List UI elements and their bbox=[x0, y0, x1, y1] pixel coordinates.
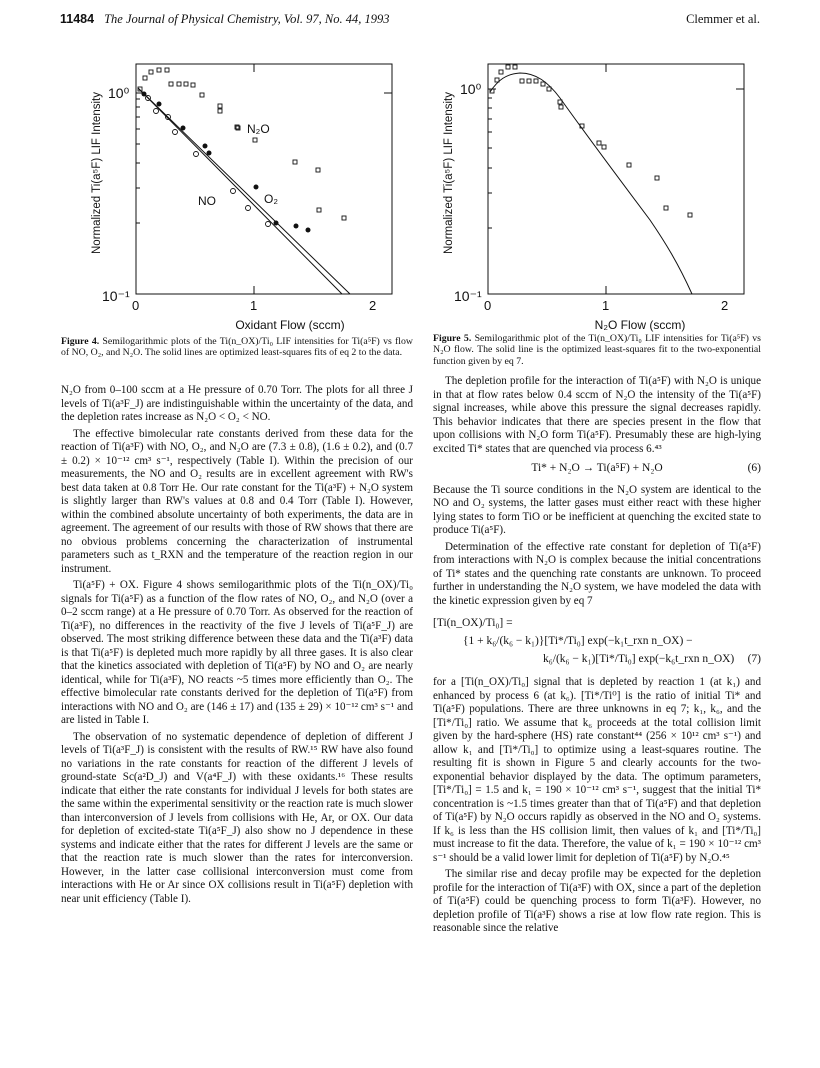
paragraph: The observation of no systematic dependence of depletion of different J levels of Ti(a³F_J) is consistent with the results of RW.¹⁵ RW have also found no variations in the rate constants for reaction of the different J levels of ground-state Sc(a²D_J) and V(a⁴F_J) with these oxidants.¹⁶ These results indicate that either the rate constants for individual J levels for both states are the same within the experimental sensitivity or the reaction rate is much slower than interconversion of J levels from collisions with He, Ar, or OX. Our data for depletion of excited-state Ti(a⁵F_J) also show no J dependence in these systems and indicate either that the rates for different J levels are the same or that the reaction rate is much slower than the rates for interconversion. However, in the latter case collisional interconversion must come from interactions with He or Ar since OX collisions result in Ti(a⁵F) depletion with near unit efficiency (Table I). bbox=[61, 730, 413, 905]
paragraph: N₂O from 0–100 sccm at a He pressure of 0.70 Torr. The plots for all three J levels of Ti(a³F_J) are indistinguishable within the uncertainty of the data, and the depletion rates increase as N₂O < O₂ < NO. bbox=[61, 384, 413, 423]
page-number: 11484 bbox=[60, 12, 95, 26]
ytick-top: 10⁰ bbox=[460, 81, 482, 97]
equation-line bbox=[433, 650, 761, 668]
label-n2o: N₂O bbox=[247, 122, 270, 136]
y-axis-label: Normalized Ti(a⁵F) LIF Intensity bbox=[443, 92, 455, 254]
caption-text: Semilogarithmic plots of the Ti(n_OX)/Ti₀ LIF intensities for Ti(a⁵F) vs flow of NO, O₂, and N₂O. The solid lines are optimized least-squares fits of eq 2 to the data. bbox=[61, 336, 413, 359]
equation-line: {1 + k₆/(k₆ − k₁)}[Ti*/Ti₀] exp(−k₁t_rxn n_OX) − bbox=[463, 635, 693, 647]
equation-text: Ti* + N₂O → Ti(a⁵F) + N₂O bbox=[531, 462, 663, 474]
paragraph: Ti(a⁵F) + OX. Figure 4 shows semilogarithmic plots of the Ti(n_OX)/Ti₀ signals for Ti(a⁵F) as a function of the flow rates of NO, O₂, and N₂O (over a 0–2 sccm range) at a He pressure of 0.70 Torr. As observed for the reaction of Ti(a³F), no differences in the reactivity of the five J levels of Ti(a⁵F_J) are observed. The most striking difference between these data and the Ti(a³F) data is that Ti(a⁵F) is depleted much more rapidly by all three gases. It is also clear that the kinetics associated with depletion of Ti(a⁵F) by NO and O₂ are nearly identical, while for Ti(a³F), NO reacts ~5 times more efficiently than O₂. The effective bimolecular rate constants derived for the depletion of Ti(a⁵F) from interactions with NO and O₂ are (146 ± 17) and (135 ± 29) × 10⁻¹² cm³ s⁻¹ and are listed in Table I. bbox=[61, 579, 413, 726]
paragraph: Because the Ti source conditions in the N₂O system are identical to the NO and O₂ systems, the latter gases must either react with these higher lying states to form TiO or be inefficient at quenching the excited state to produce Ti(a⁵F). bbox=[433, 483, 761, 536]
xtick-0: 0 bbox=[484, 298, 492, 313]
label-o2: O₂ bbox=[264, 192, 278, 206]
ytick-top: 10⁰ bbox=[108, 85, 130, 101]
figure-4-plot bbox=[88, 58, 398, 320]
caption-label: Figure 5. bbox=[433, 333, 472, 344]
label-no: NO bbox=[198, 194, 216, 208]
equation-line: [Ti(n_OX)/Ti₀] = bbox=[433, 617, 513, 629]
xtick-2: 2 bbox=[369, 298, 377, 313]
plot-frame bbox=[488, 64, 744, 294]
journal-citation: The Journal of Physical Chemistry, Vol. 97, No. 44, 1993 bbox=[104, 12, 390, 26]
fit-line-no bbox=[138, 88, 342, 294]
running-authors: Clemmer et al. bbox=[686, 12, 760, 26]
paragraph: The depletion profile for the interaction of Ti(a⁵F) with N₂O is unique in that at flow rates below 0.4 sccm of N₂O the intensity of the Ti(a⁵F) signal increases, while above this pressure the signal decreases rapidly. This behavior indicates that there are species present in the flow that upon collisions with N₂O form Ti(a⁵F). Presumably these are high-lying excited Ti* states that are quenched via process 6.⁴³ bbox=[433, 375, 761, 455]
paragraph: The similar rise and decay profile may be expected for the depletion profile for the interaction of Ti(a³F) with OX, since a part of the depletion of Ti(a⁵F) could be quenching process to form Ti(a³F). However, no depletion profile of Ti(a³F) shows a rise at low flow rate region. This is reasonable since the relative bbox=[433, 868, 761, 934]
figure-5-caption bbox=[433, 333, 761, 367]
plot-frame bbox=[136, 64, 392, 294]
paragraph: Determination of the effective rate constant for depletion of Ti(a⁵F) from interactions with N₂O is complex because the initial concentrations of Ti* states and the quenching rate constants are unknown. To proceed further in understanding the N₂O system, we have modeled the data with the kinetic expression given by eq 7 bbox=[433, 540, 761, 607]
equation-text: k₆/(k₆ − k₁)[Ti*/Ti₀] exp(−k₆t_rxn n_OX) bbox=[543, 653, 735, 665]
right-column bbox=[433, 375, 761, 939]
equation-7 bbox=[433, 614, 761, 668]
equation-number: (6) bbox=[747, 462, 761, 474]
figure-4-caption bbox=[61, 336, 413, 359]
ytick-bottom: 10⁻¹ bbox=[102, 288, 130, 304]
xtick-1: 1 bbox=[602, 298, 610, 313]
y-axis-label: Normalized Ti(a⁵F) LIF Intensity bbox=[91, 92, 103, 254]
xtick-0: 0 bbox=[132, 298, 140, 313]
caption-text: Semilogarithmic plot of the Ti(n_OX)/Ti₀ LIF intensities for Ti(a⁵F) vs N₂O flow. The solid line is the optimized least-squares fit to the two-exponential function given by eq 7. bbox=[433, 333, 761, 367]
fit-curve bbox=[490, 73, 692, 294]
xtick-2: 2 bbox=[721, 298, 729, 313]
figure-5-xlabel: N₂O Flow (sccm) bbox=[594, 318, 686, 332]
paragraph: for a [Ti(n_OX)/Ti₀] signal that is depleted by reaction 1 (at k₁) and enhanced by process 6 (at k₆). [Ti*/Ti⁰] is the ratio of initial Ti* and Ti(a⁵F) populations. There are three unknowns in eq 7; k₁, k₆, and the [Ti*/Ti₀] ratio. We assume that k₆ proceeds at the total collision limit given by the hard-sphere (HS) rate constant⁴⁴ (256 × 10¹² cm³ s⁻¹) and allow k₁ and [Ti*/Ti₀] to optimize using a least-squares routine. The resulting fit is shown in Figure 5 and clearly accounts for the two-exponential behavior displayed by the data. The optimum parameters, [Ti*/Ti₀] = 1.5 and k₁ = 190 × 10⁻¹² cm³ s⁻¹, suggest that the initial Ti* concentration is ~1.5 times greater than that of Ti(a⁵F) and that depletion of Ti(a⁵F) by N₂O occurs rapidly as observed in the NO and O₂ systems. If k₆ is less than the HS collision limit, then values of k₁ and [Ti*/Ti₀] must increase to fit the data. Therefore, the value of k₁ = 190 × 10⁻¹² cm³ s⁻¹ should be a valid lower limit for depletion of Ti(a⁵F) by N₂O.⁴⁵ bbox=[433, 676, 762, 864]
paragraph: The effective bimolecular rate constants derived from these data for the reaction of Ti(a³F) with NO, O₂, and N₂O are (7.3 ± 0.8), (1.6 ± 0.2), and (0.7 ± 0.2) × 10⁻¹² cm³ s⁻¹, respectively (Table I). Within the precision of our measurements, the NO and O₂ results are in excellent agreement with RW's best data taken at 0.8 Torr He. Our rate constant for the Ti(a³F) + N₂O system is slightly larger than RW's values at 0.8 and 0.4 Torr (Table I). However, within the combined absolute uncertainty of both experiments, the data are in agreement. The agreement of our results with those of RW shows that there are no obvious problems concerning the characterization of instrumental parameters such as t_RXN and the temperature of the reaction region in our instrument. bbox=[61, 427, 413, 575]
xtick-1: 1 bbox=[250, 298, 258, 313]
o2-data-points bbox=[142, 92, 311, 233]
left-column bbox=[61, 384, 413, 909]
figure-4-xlabel: Oxidant Flow (sccm) bbox=[235, 318, 345, 332]
caption-label: Figure 4. bbox=[61, 336, 100, 347]
equation-number: (7) bbox=[747, 653, 761, 665]
equation-6 bbox=[433, 462, 761, 476]
n2o-data-points bbox=[138, 68, 346, 220]
figure-5-plot bbox=[440, 58, 750, 320]
ytick-bottom: 10⁻¹ bbox=[454, 288, 482, 304]
